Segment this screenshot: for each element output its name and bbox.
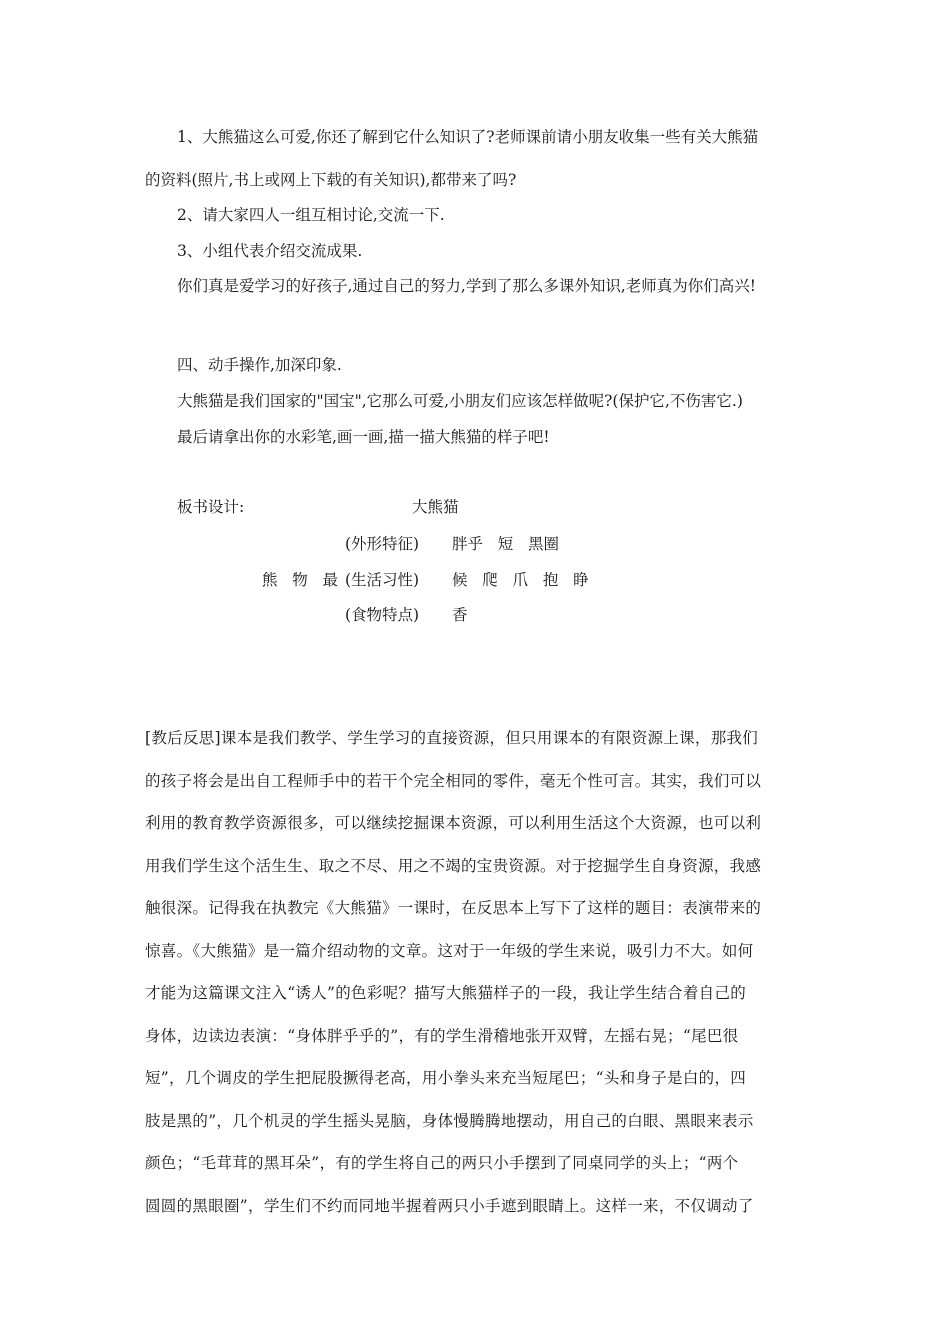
paragraph-4: 你们真是爱学习的好孩子,通过自己的努力,学到了那么多课外知识,老师真为你们高兴! <box>177 277 757 295</box>
reflection-line: 短”，几个调皮的学生把屁股撅得老高，用小拳头来充当短尾巴；“头和身子是白的，四 <box>145 1069 747 1087</box>
board-row-1-category: (外形特征) <box>345 535 420 553</box>
board-row-3-category: (食物特点) <box>345 606 420 624</box>
reflection-line: 的孩子将会是出自工程师手中的若干个完全相同的零件，毫无个性可言。其实，我们可以 <box>145 772 762 790</box>
reflection-line: 触很深。记得我在执教完《大熊猫》一课时，在反思本上写下了这样的题目：表演带来的 <box>145 899 762 917</box>
reflection-line: 用我们学生这个活生生、取之不尽、用之不竭的宝贵资源。对于挖掘学生自身资源，我感 <box>145 857 762 875</box>
reflection-line: 利用的教育教学资源很多，可以继续挖掘课本资源，可以利用生活这个大资源，也可以利 <box>145 814 762 832</box>
reflection-line: 颜色；“毛茸茸的黑耳朵”，有的学生将自己的两只小手摆到了同桌同学的头上；“两个 <box>145 1154 739 1172</box>
board-row-2-category: (生活习性) <box>345 571 420 589</box>
reflection-line: 身体，边读边表演：“身体胖乎乎的”，有的学生滑稽地张开双臂，左摇右晃；“尾巴很 <box>145 1027 739 1045</box>
reflection-line: 才能为这篇课文注入“诱人”的色彩呢？描写大熊猫样子的一段，我让学生结合着自己的 <box>145 984 747 1002</box>
reflection-line: 圆圆的黑眼圈”，学生们不约而同地半握着两只小手遮到眼睛上。这样一来，不仅调动了 <box>145 1197 754 1215</box>
section-4-line-1: 大熊猫是我们国家的"国宝",它那么可爱,小朋友们应该怎样做呢?(保护它,不伤害它.) <box>177 392 743 410</box>
paragraph-3: 3、小组代表介绍交流成果. <box>177 242 363 260</box>
board-row-1-items: 胖乎 短 黑圈 <box>452 535 560 553</box>
board-label: 板书设计: <box>177 498 245 516</box>
reflection-line: [教后反思]课本是我们教学、学生学习的直接资源，但只用课本的有限资源上课，那我们 <box>145 729 759 747</box>
board-row-2-items: 候 爬 爪 抱 睁 <box>452 571 589 589</box>
paragraph-2: 2、请大家四人一组互相讨论,交流一下. <box>177 206 445 224</box>
reflection-line: 惊喜。《大熊猫》是一篇介绍动物的文章。这对于一年级的学生来说，吸引力不大。如何 <box>145 942 754 960</box>
paragraph-1-line-2: 的资料(照片,书上或网上下载的有关知识),都带来了吗? <box>145 171 517 189</box>
section-4-line-2: 最后请拿出你的水彩笔,画一画,描一描大熊猫的样子吧! <box>177 428 550 446</box>
section-4-heading: 四、动手操作,加深印象. <box>177 356 342 374</box>
board-title: 大熊猫 <box>412 498 459 516</box>
reflection-line: 肢是黑的”，几个机灵的学生摇头晃脑，身体慢腾腾地摆动，用自己的白眼、黑眼来表示 <box>145 1112 754 1130</box>
board-row-2-prefix: 熊 物 最 <box>262 571 339 589</box>
board-row-3-items: 香 <box>452 606 468 624</box>
paragraph-1-line-1: 1、大熊猫这么可爱,你还了解到它什么知识了?老师课前请小朋友收集一些有关大熊猫 <box>177 128 759 146</box>
